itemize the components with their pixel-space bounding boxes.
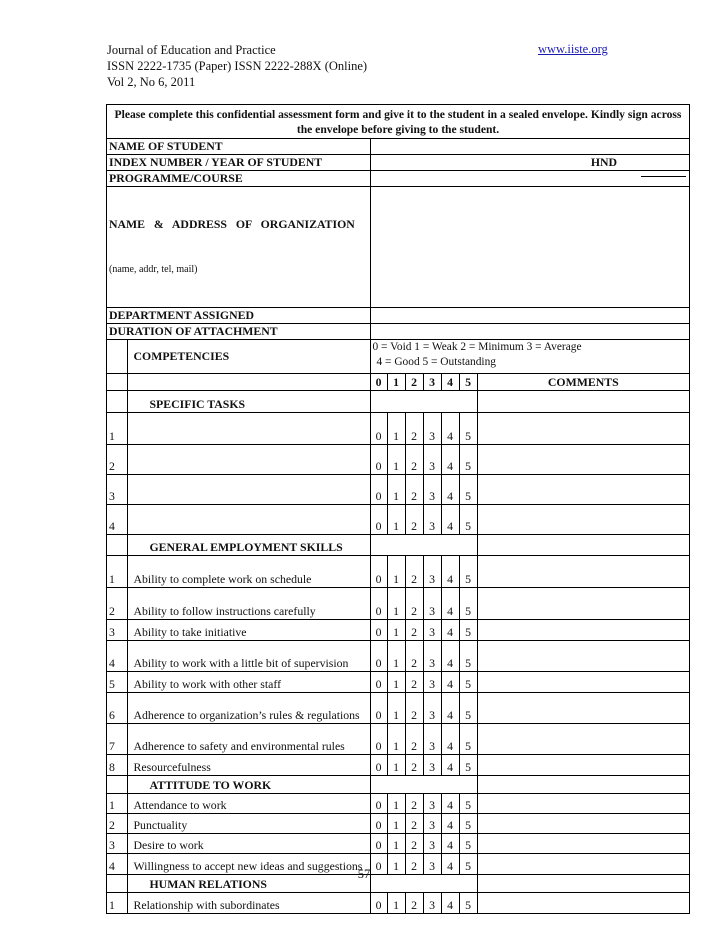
rating-option-3[interactable]: 3 <box>423 854 441 875</box>
item-text: Adherence to safety and environmental rules <box>127 724 370 755</box>
duration-field[interactable] <box>370 324 689 340</box>
rating-option-5[interactable]: 5 <box>459 475 477 505</box>
rating-option-3[interactable]: 3 <box>423 620 441 641</box>
rating-option-0[interactable]: 0 <box>370 556 387 588</box>
department-field[interactable] <box>370 308 689 324</box>
rating-option-5[interactable]: 5 <box>459 724 477 755</box>
rating-option-1[interactable]: 1 <box>387 814 405 834</box>
section-scale-blank <box>370 391 477 413</box>
item-number: 2 <box>107 814 127 834</box>
rating-option-4[interactable]: 4 <box>441 620 459 641</box>
item-text: Ability to follow instructions carefully <box>127 588 370 620</box>
rating-option-5[interactable]: 5 <box>459 755 477 776</box>
table-row <box>107 814 689 834</box>
table-row <box>107 755 689 776</box>
rating-option-4[interactable]: 4 <box>441 641 459 672</box>
rating-option-4[interactable]: 4 <box>441 556 459 588</box>
comments-field[interactable] <box>477 755 689 776</box>
rating-option-1[interactable]: 1 <box>387 724 405 755</box>
rating-option-3[interactable]: 3 <box>423 755 441 776</box>
comments-header: COMMENTS <box>477 374 689 391</box>
table-row <box>107 834 689 854</box>
item-number: 1 <box>107 413 127 445</box>
rating-option-2[interactable]: 2 <box>405 814 423 834</box>
rating-option-5[interactable]: 5 <box>459 893 477 913</box>
rating-option-0[interactable]: 0 <box>370 413 387 445</box>
rating-option-0[interactable]: 0 <box>370 445 387 475</box>
scale-header-4: 4 <box>441 374 459 391</box>
rating-option-2[interactable]: 2 <box>405 445 423 475</box>
rating-option-0[interactable]: 0 <box>370 755 387 776</box>
rating-option-5[interactable]: 5 <box>459 588 477 620</box>
item-number: 8 <box>107 755 127 776</box>
programme-field[interactable] <box>370 171 689 187</box>
item-text: Attendance to work <box>127 794 370 814</box>
table-row <box>107 413 689 445</box>
section-comments-blank <box>477 391 689 413</box>
rating-option-0[interactable]: 0 <box>370 475 387 505</box>
rating-option-3[interactable]: 3 <box>423 794 441 814</box>
rating-option-3[interactable]: 3 <box>423 475 441 505</box>
section-scale-blank <box>370 535 477 556</box>
page-number: 57 <box>357 867 371 881</box>
rating-option-3[interactable]: 3 <box>423 641 441 672</box>
issn-line: ISSN 2222-1735 (Paper) ISSN 2222-288X (Online) <box>107 59 368 73</box>
comments-field[interactable] <box>477 413 689 445</box>
item-number: 1 <box>107 556 127 588</box>
department-label: DEPARTMENT ASSIGNED <box>107 308 370 324</box>
section-comments-blank <box>477 776 689 794</box>
table-row <box>107 672 689 693</box>
item-text <box>127 413 370 445</box>
rating-option-5[interactable]: 5 <box>459 413 477 445</box>
item-text: Resourcefulness <box>127 755 370 776</box>
rating-option-3[interactable]: 3 <box>423 834 441 854</box>
duration-label: DURATION OF ATTACHMENT <box>107 324 370 340</box>
rating-option-1[interactable]: 1 <box>387 475 405 505</box>
rating-option-0[interactable]: 0 <box>370 672 387 693</box>
form-instructions: Please complete this confidential assessment form and give it to the student in a sealed envelope. Kindly sign across the envelope before giving to the student. <box>107 105 689 139</box>
item-number: 1 <box>107 794 127 814</box>
rating-option-4[interactable]: 4 <box>441 672 459 693</box>
volume-line: Vol 2, No 6, 2011 <box>107 75 196 89</box>
table-row <box>107 693 689 724</box>
rating-option-2[interactable]: 2 <box>405 724 423 755</box>
rating-option-1[interactable]: 1 <box>387 672 405 693</box>
rating-option-0[interactable]: 0 <box>370 620 387 641</box>
item-number: 2 <box>107 588 127 620</box>
rating-option-0[interactable]: 0 <box>370 893 387 913</box>
scale-legend-line1: 0 = Void 1 = Weak 2 = Minimum 3 = Average <box>372 341 582 353</box>
comments-field[interactable] <box>477 505 689 535</box>
rating-option-3[interactable]: 3 <box>423 505 441 535</box>
item-number: 3 <box>107 475 127 505</box>
rating-option-3[interactable]: 3 <box>423 672 441 693</box>
rating-option-5[interactable]: 5 <box>459 693 477 724</box>
comments-field[interactable] <box>477 834 689 854</box>
section-num-cell <box>107 535 127 556</box>
rating-option-3[interactable]: 3 <box>423 724 441 755</box>
comments-field[interactable] <box>477 794 689 814</box>
rating-option-3[interactable]: 3 <box>423 893 441 913</box>
section-title-general: GENERAL EMPLOYMENT SKILLS <box>127 535 370 556</box>
index-number-label: INDEX NUMBER / YEAR OF STUDENT <box>107 155 370 171</box>
scale-header-3: 3 <box>423 374 441 391</box>
organization-field[interactable] <box>370 187 689 308</box>
table-row <box>107 724 689 755</box>
competencies-num-cell <box>107 340 127 374</box>
rating-option-1[interactable]: 1 <box>387 893 405 913</box>
item-number: 6 <box>107 693 127 724</box>
section-scale-blank <box>370 776 477 794</box>
rating-option-2[interactable]: 2 <box>405 834 423 854</box>
rating-option-4[interactable]: 4 <box>441 505 459 535</box>
item-number: 3 <box>107 620 127 641</box>
rating-option-0[interactable]: 0 <box>370 854 387 875</box>
comments-field[interactable] <box>477 620 689 641</box>
item-text: Desire to work <box>127 834 370 854</box>
rating-option-0[interactable]: 0 <box>370 693 387 724</box>
rating-option-1[interactable]: 1 <box>387 641 405 672</box>
rating-option-4[interactable]: 4 <box>441 854 459 875</box>
rating-option-1[interactable]: 1 <box>387 505 405 535</box>
item-number: 1 <box>107 893 127 913</box>
item-text <box>127 505 370 535</box>
table-row <box>107 641 689 672</box>
section-title-specific: SPECIFIC TASKS <box>127 391 370 413</box>
scale-header-5: 5 <box>459 374 477 391</box>
item-text: Punctuality <box>127 814 370 834</box>
item-text: Ability to take initiative <box>127 620 370 641</box>
rating-option-4[interactable]: 4 <box>441 794 459 814</box>
rating-option-2[interactable]: 2 <box>405 475 423 505</box>
rating-option-5[interactable]: 5 <box>459 854 477 875</box>
rating-option-4[interactable]: 4 <box>441 893 459 913</box>
assessment-table <box>107 139 689 913</box>
table-row <box>107 794 689 814</box>
rating-option-2[interactable]: 2 <box>405 556 423 588</box>
rating-option-5[interactable]: 5 <box>459 620 477 641</box>
comments-field[interactable] <box>477 556 689 588</box>
rating-option-1[interactable]: 1 <box>387 445 405 475</box>
section-row-general <box>107 535 689 556</box>
rating-option-2[interactable]: 2 <box>405 505 423 535</box>
comments-field[interactable] <box>477 693 689 724</box>
comments-field[interactable] <box>477 641 689 672</box>
item-number: 2 <box>107 445 127 475</box>
rating-option-2[interactable]: 2 <box>405 854 423 875</box>
rating-option-3[interactable]: 3 <box>423 588 441 620</box>
section-title-human: HUMAN RELATIONS <box>127 875 370 893</box>
rating-option-2[interactable]: 2 <box>405 588 423 620</box>
rating-option-1[interactable]: 1 <box>387 556 405 588</box>
rating-option-3[interactable]: 3 <box>423 413 441 445</box>
rating-option-0[interactable]: 0 <box>370 794 387 814</box>
rating-option-4[interactable]: 4 <box>441 755 459 776</box>
rating-option-0[interactable]: 0 <box>370 814 387 834</box>
comments-field[interactable] <box>477 588 689 620</box>
section-row-specific <box>107 391 689 413</box>
hnd-underline <box>641 176 686 177</box>
rating-option-3[interactable]: 3 <box>423 693 441 724</box>
rating-option-2[interactable]: 2 <box>405 672 423 693</box>
rating-option-4[interactable]: 4 <box>441 413 459 445</box>
rating-option-5[interactable]: 5 <box>459 672 477 693</box>
rating-option-2[interactable]: 2 <box>405 755 423 776</box>
rating-option-4[interactable]: 4 <box>441 834 459 854</box>
rating-option-2[interactable]: 2 <box>405 693 423 724</box>
section-num-cell <box>107 776 127 794</box>
rating-option-5[interactable]: 5 <box>459 556 477 588</box>
rating-option-4[interactable]: 4 <box>441 588 459 620</box>
rating-option-5[interactable]: 5 <box>459 814 477 834</box>
table-row <box>107 620 689 641</box>
table-row <box>107 505 689 535</box>
item-text: Adherence to organization’s rules & regulations <box>127 693 370 724</box>
rating-option-0[interactable]: 0 <box>370 588 387 620</box>
rating-option-5[interactable]: 5 <box>459 505 477 535</box>
rating-option-5[interactable]: 5 <box>459 834 477 854</box>
rating-option-5[interactable]: 5 <box>459 445 477 475</box>
section-row-attitude <box>107 776 689 794</box>
section-comments-blank <box>477 535 689 556</box>
rating-option-0[interactable]: 0 <box>370 834 387 854</box>
programme-label: PROGRAMME/COURSE <box>107 171 370 187</box>
table-row <box>107 445 689 475</box>
competencies-label: COMPETENCIES <box>127 340 370 374</box>
rating-option-1[interactable]: 1 <box>387 588 405 620</box>
scale-header-1: 1 <box>387 374 405 391</box>
table-row <box>107 556 689 588</box>
rating-option-2[interactable]: 2 <box>405 641 423 672</box>
rating-option-1[interactable]: 1 <box>387 854 405 875</box>
section-num-cell <box>107 391 127 413</box>
table-row <box>107 893 689 913</box>
scale-header-2: 2 <box>405 374 423 391</box>
item-number: 4 <box>107 854 127 875</box>
comments-field[interactable] <box>477 724 689 755</box>
comments-field[interactable] <box>477 814 689 834</box>
rating-option-0[interactable]: 0 <box>370 505 387 535</box>
rating-option-4[interactable]: 4 <box>441 814 459 834</box>
rating-option-4[interactable]: 4 <box>441 475 459 505</box>
comments-field[interactable] <box>477 893 689 913</box>
table-row <box>107 475 689 505</box>
rating-option-4[interactable]: 4 <box>441 445 459 475</box>
rating-option-2[interactable]: 2 <box>405 620 423 641</box>
item-number: 4 <box>107 505 127 535</box>
rating-option-1[interactable]: 1 <box>387 413 405 445</box>
rating-option-1[interactable]: 1 <box>387 834 405 854</box>
section-title-attitude: ATTITUDE TO WORK <box>127 776 370 794</box>
item-text: Relationship with subordinates <box>127 893 370 913</box>
item-number: 5 <box>107 672 127 693</box>
rating-option-0[interactable]: 0 <box>370 724 387 755</box>
rating-option-3[interactable]: 3 <box>423 814 441 834</box>
item-number: 3 <box>107 834 127 854</box>
assessment-form <box>106 104 690 914</box>
rating-option-2[interactable]: 2 <box>405 413 423 445</box>
scale-header-0: 0 <box>370 374 387 391</box>
rating-option-1[interactable]: 1 <box>387 794 405 814</box>
rating-option-4[interactable]: 4 <box>441 724 459 755</box>
comments-field[interactable] <box>477 672 689 693</box>
item-text: Ability to work with other staff <box>127 672 370 693</box>
comments-field[interactable] <box>477 475 689 505</box>
rating-option-3[interactable]: 3 <box>423 556 441 588</box>
item-text: Ability to complete work on schedule <box>127 556 370 588</box>
comments-field[interactable] <box>477 445 689 475</box>
scale-legend-line2: 4 = Good 5 = Outstanding <box>376 356 496 368</box>
rating-option-5[interactable]: 5 <box>459 794 477 814</box>
item-number: 7 <box>107 724 127 755</box>
rating-option-1[interactable]: 1 <box>387 755 405 776</box>
rating-option-4[interactable]: 4 <box>441 693 459 724</box>
rating-option-3[interactable]: 3 <box>423 445 441 475</box>
rating-option-1[interactable]: 1 <box>387 620 405 641</box>
name-of-student-field[interactable] <box>370 139 689 155</box>
journal-url-link[interactable]: www.iiste.org <box>538 42 608 56</box>
item-text: Ability to work with a little bit of supervision <box>127 641 370 672</box>
rating-option-2[interactable]: 2 <box>405 794 423 814</box>
rating-option-1[interactable]: 1 <box>387 693 405 724</box>
name-of-student-label: NAME OF STUDENT <box>107 139 370 155</box>
item-text: Willingness to accept new ideas and suggestions <box>127 854 370 875</box>
organization-label: NAME & ADDRESS OF ORGANIZATION <box>109 217 355 231</box>
item-text <box>127 475 370 505</box>
rating-option-0[interactable]: 0 <box>370 641 387 672</box>
item-number: 4 <box>107 641 127 672</box>
rating-option-5[interactable]: 5 <box>459 641 477 672</box>
scale-header-row <box>107 374 689 391</box>
hnd-label: HND <box>370 155 689 171</box>
item-text <box>127 445 370 475</box>
organization-hint: (name, addr, tel, mail) <box>109 264 198 275</box>
journal-title: Journal of Education and Practice <box>107 43 276 57</box>
table-row <box>107 588 689 620</box>
rating-option-2[interactable]: 2 <box>405 893 423 913</box>
